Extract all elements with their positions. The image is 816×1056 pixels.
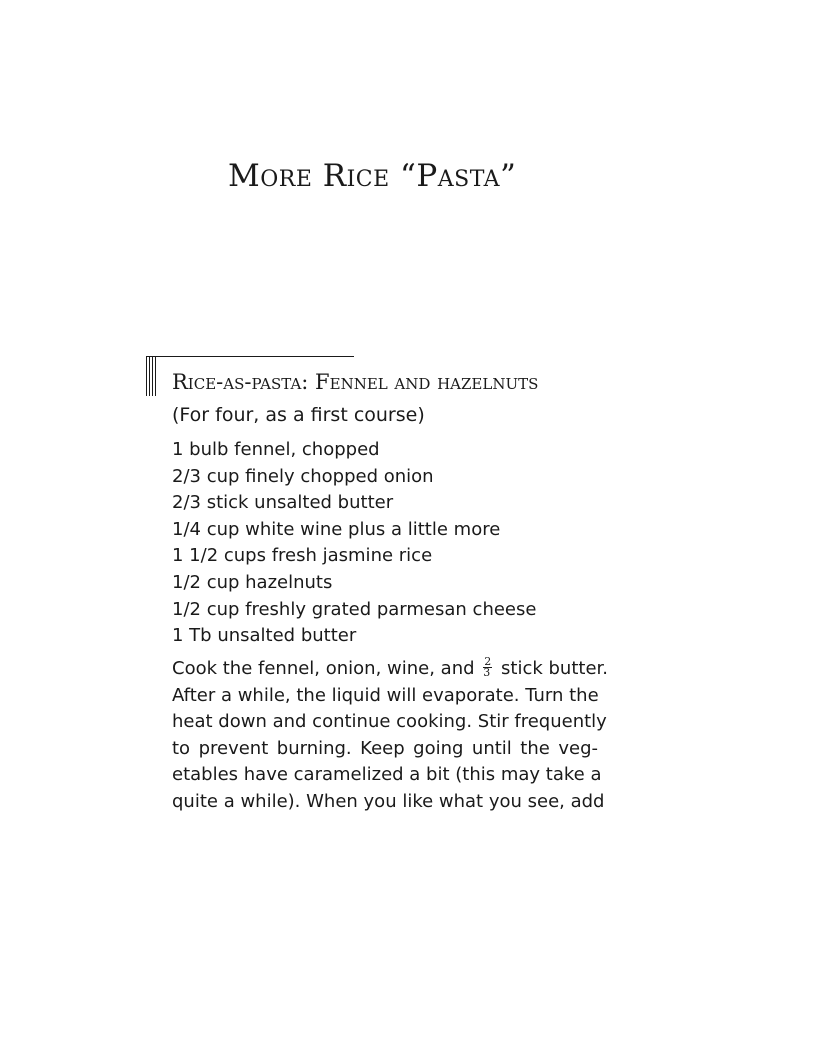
ingredient-item: 1 Tb unsalted butter bbox=[172, 625, 357, 647]
fraction-two-thirds bbox=[483, 654, 492, 679]
instruction-line: After a while, the liquid will evaporate. Turn the bbox=[172, 684, 599, 706]
ingredient-item: 1/2 cup hazelnuts bbox=[172, 571, 333, 593]
ingredient-item: 2/3 cup finely chopped onion bbox=[172, 465, 434, 487]
instruction-text: Cook the fennel, onion, wine, and bbox=[172, 658, 475, 679]
recipe-header-rule bbox=[146, 356, 354, 357]
instruction-line: to prevent burning. Keep going until the veg- bbox=[172, 737, 598, 759]
fraction-numerator: 2 bbox=[484, 654, 492, 668]
ingredient-item: 1 bulb fennel, chopped bbox=[172, 439, 380, 460]
ingredient-item: 2/3 stick unsalted butter bbox=[172, 492, 394, 514]
instruction-text: stick butter. bbox=[501, 658, 608, 679]
ingredient-item: 1/2 cup freshly grated parmesan cheese bbox=[172, 598, 537, 620]
instruction-line: heat down and continue cooking. Stir frequently bbox=[172, 711, 607, 733]
ingredient-list bbox=[172, 437, 536, 650]
recipe-servings: (For four, as a first course) bbox=[172, 404, 425, 426]
recipe-title: Rice-as-pasta: Fennel and hazelnuts bbox=[172, 370, 539, 394]
recipe-instructions bbox=[172, 654, 608, 816]
recipe-marker bbox=[146, 356, 155, 396]
page-title: More Rice “Pasta” bbox=[228, 158, 517, 194]
ingredient-item: 1 1/2 cups fresh jasmine rice bbox=[172, 545, 433, 567]
instruction-line: quite a while). When you like what you see, add bbox=[172, 790, 605, 812]
ingredient-item: 1/4 cup white wine plus a little more bbox=[172, 518, 501, 540]
instruction-line bbox=[172, 654, 608, 683]
instruction-line: etables have caramelized a bit (this may take a bbox=[172, 764, 602, 786]
fraction-denominator: 3 bbox=[483, 665, 491, 679]
